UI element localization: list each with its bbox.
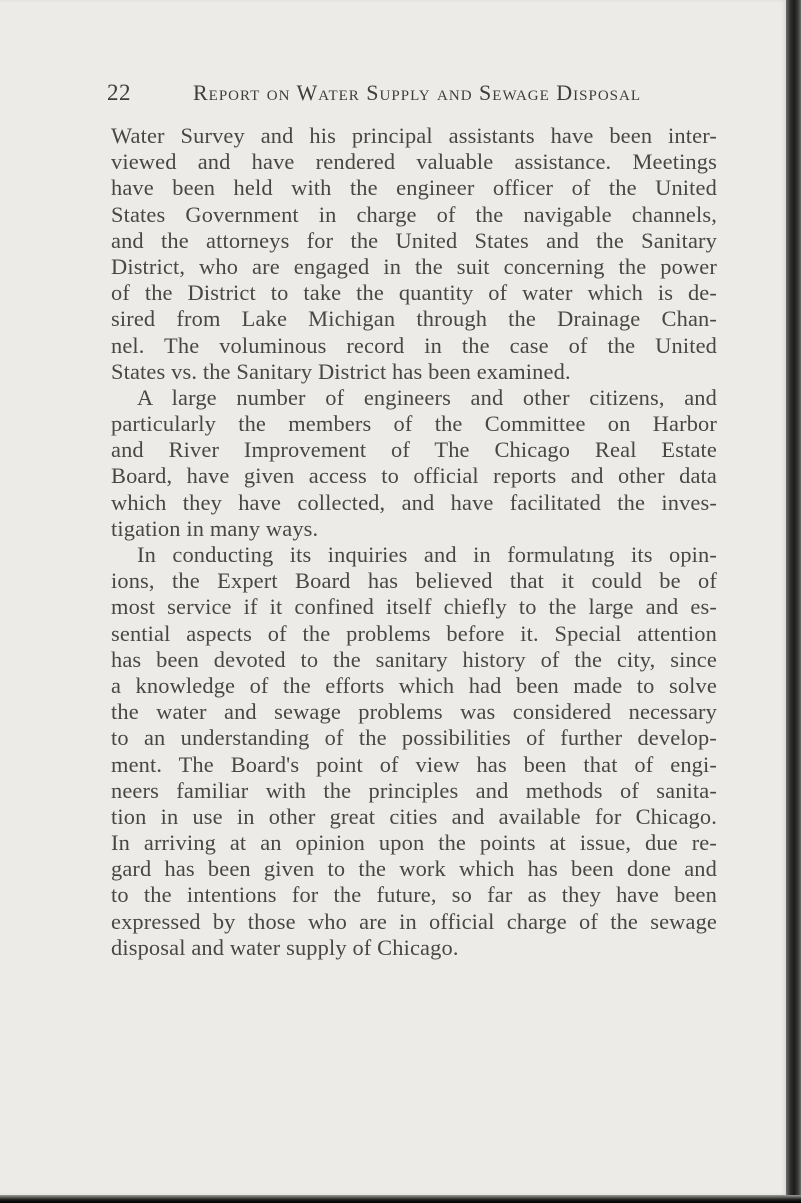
text-line: tion in use in other great cities and available for Chicago. [111, 803, 717, 829]
text-line: In arriving at an opinion upon the points at issue, due re- [111, 830, 717, 856]
text-line: viewed and have rendered valuable assistance. Meetings [111, 149, 717, 175]
text-line: nel. The voluminous record in the case of the United [111, 332, 717, 358]
text-line: tigation in many ways. [111, 515, 319, 541]
text-line: a knowledge of the efforts which had been made to solve [111, 672, 717, 698]
running-title: Report on Water Supply and Sewage Disposal [193, 80, 642, 105]
paragraph-2 [111, 385, 717, 542]
page-number: 22 [107, 80, 131, 105]
page-bottom-edge [0, 1195, 801, 1203]
text-line: Water Survey and his principal assistants have been inter- [111, 123, 717, 148]
text-line: to the intentions for the future, so far as they have been [111, 882, 717, 908]
text-line: and the attorneys for the United States and the Sanitary [111, 227, 717, 253]
text-line: A large number of engineers and other citizens, and [137, 384, 717, 410]
text-line: of the District to take the quantity of water which is de- [111, 280, 717, 306]
text-line: sired from Lake Michigan through the Drainage Chan- [111, 306, 717, 332]
paragraph-1 [111, 123, 717, 385]
body-text [111, 123, 717, 961]
text-line: sential aspects of the problems before it. Special attention [111, 620, 717, 646]
text-line: ions, the Expert Board has believed that it could be of [111, 568, 717, 594]
text-line: In conducting its inquiries and in formulatıng its opin- [137, 542, 717, 567]
text-line: gard has been given to the work which has been done and [111, 856, 717, 882]
text-line: States vs. the Sanitary District has been examined. [111, 358, 571, 384]
text-line: the water and sewage problems was considered necessary [111, 699, 717, 725]
text-line: States Government in charge of the navigable channels, [111, 201, 717, 227]
running-head [107, 80, 727, 110]
text-line: ment. The Board's point of view has been that of engi- [111, 751, 717, 777]
text-line: and River Improvement of The Chicago Real Estate [111, 437, 717, 463]
text-line: most service if it confined itself chiefly to the large and es- [111, 594, 717, 620]
text-line: District, who are engaged in the suit concerning the power [111, 253, 717, 279]
text-line: which they have collected, and have facilitated the inves- [111, 489, 717, 515]
text-line: particularly the members of the Committee on Harbor [111, 411, 717, 437]
paragraph-3 [111, 542, 717, 961]
text-line: disposal and water supply of Chicago. [111, 934, 459, 960]
text-line: expressed by those who are in official charge of the sewage [111, 908, 717, 934]
text-line: have been held with the engineer officer of the United [111, 175, 717, 201]
text-line: Board, have given access to official reports and other data [111, 463, 717, 489]
text-line: to an understanding of the possibilities of further develop- [111, 725, 717, 751]
text-line: has been devoted to the sanitary history of the city, since [111, 646, 717, 672]
text-line: neers familiar with the principles and methods of sanita- [111, 777, 717, 803]
page-edge-shadow [786, 0, 801, 1203]
